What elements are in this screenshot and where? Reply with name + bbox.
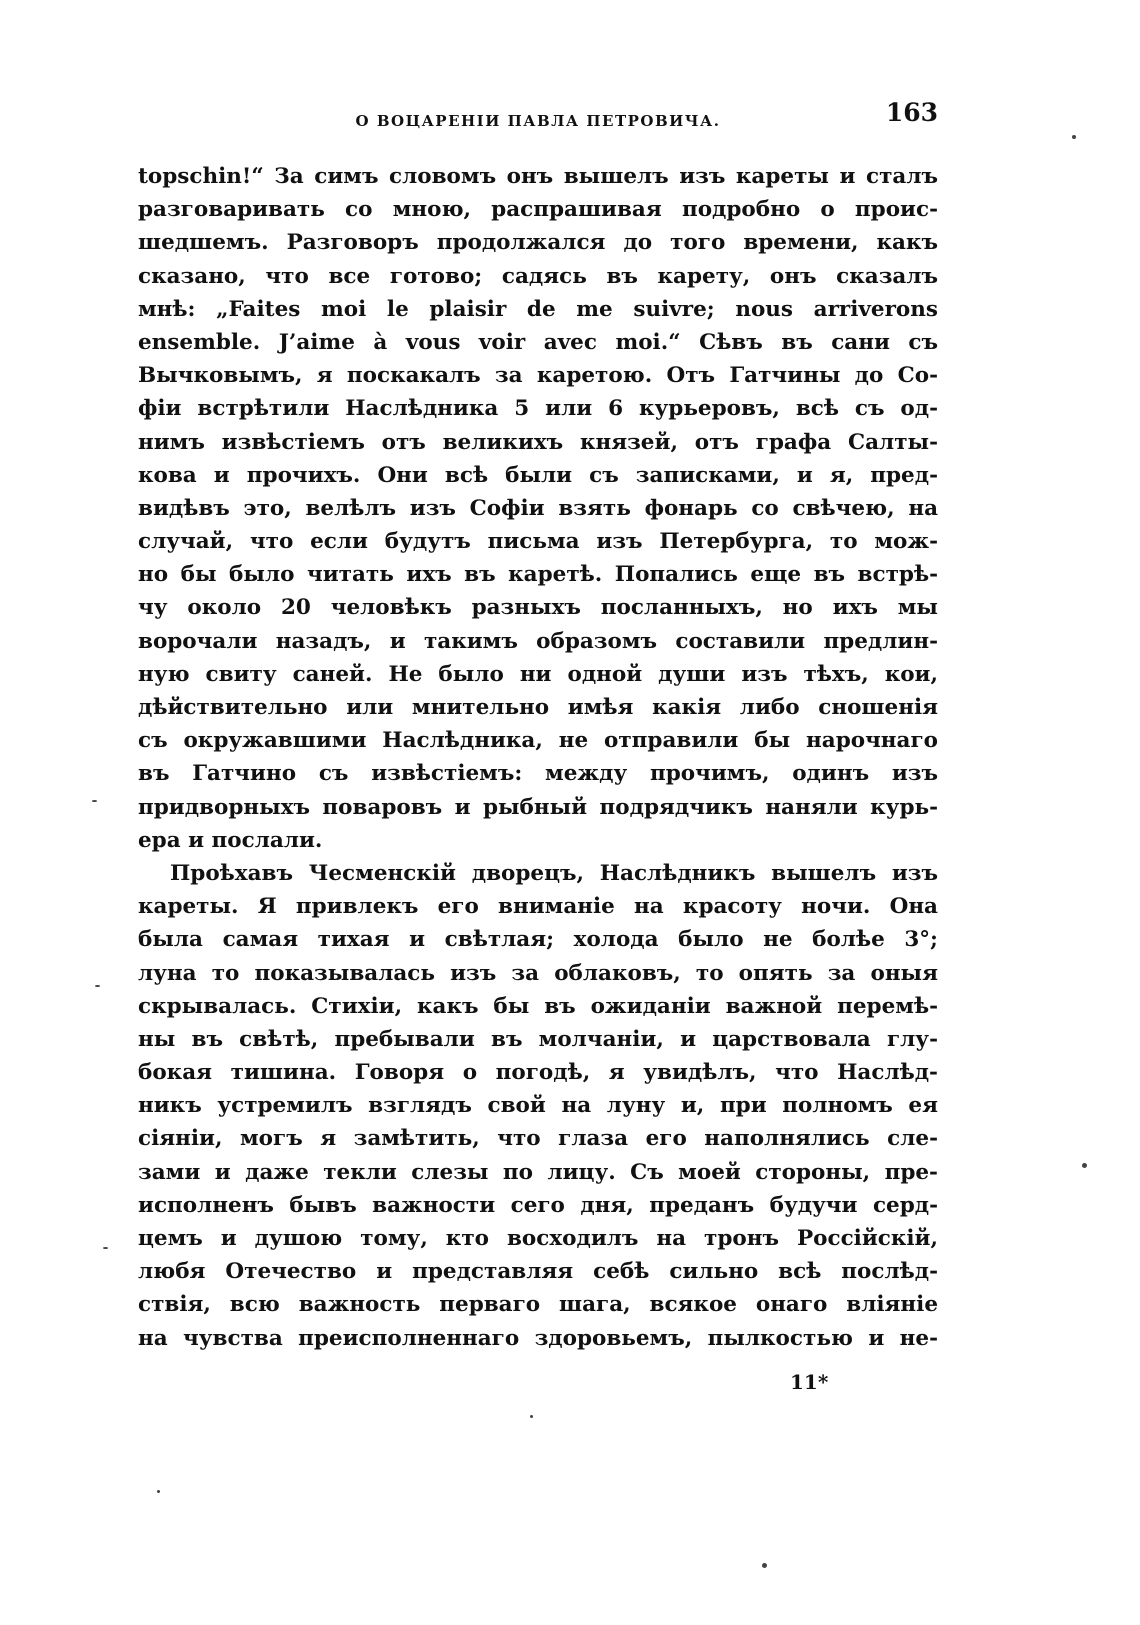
text-line: исполненъ бывъ важности сего дня, преданъ будучи серд- [138, 1192, 938, 1218]
scan-speck [95, 985, 100, 987]
text-line: кареты. Я привлекъ его вниманіе на красоту ночи. Она [138, 894, 938, 920]
text-line: фіи встрѣтили Наслѣдника 5 или 6 курьеровъ, всѣ съ од- [138, 396, 938, 422]
text-line: зами и даже текли слезы по лицу. Съ моей стороны, пре- [138, 1159, 938, 1185]
text-line: ную свиту саней. Не было ни одной души изъ тѣхъ, кои, [138, 661, 938, 687]
scan-speck [103, 1247, 108, 1249]
text-line: на чувства преисполненнаго здоровьемъ, пылкостью и не- [138, 1325, 938, 1351]
text-line: дѣйствительно или мнительно имѣя какія либо сношенія [138, 695, 938, 720]
text-line: нимъ извѣстіемъ отъ великихъ князей, отъ графа Салты- [138, 429, 938, 455]
text-line: topschin!“ За симъ словомъ онъ вышелъ изъ кареты и сталъ [138, 164, 938, 189]
text-line: шедшемъ. Разговоръ продолжался до того времени, какъ [138, 230, 938, 256]
text-line: видѣвъ это, велѣлъ изъ Софіи взять фонарь со свѣчею, на [138, 495, 938, 521]
text-line: мнѣ: „Faites moi le plaisir de me suivre; nous arriverons [138, 296, 938, 322]
scan-speck [530, 1415, 533, 1418]
text-line: но бы было читать ихъ въ каретѣ. Попались еще въ встрѣ- [138, 562, 938, 588]
text-line: была самая тихая и свѣтлая; холода было не болѣе 3°; [138, 927, 938, 953]
text-line: кова и прочихъ. Они всѣ были съ записками, и я, пред- [138, 462, 938, 488]
text-line: въ Гатчино съ извѣстіемъ: между прочимъ, одинъ изъ [138, 761, 938, 787]
scan-speck [1082, 1163, 1087, 1168]
text-line: ворочали назадъ, и такимъ образомъ составили предлин- [138, 628, 938, 654]
text-line: чу около 20 человѣкъ разныхъ посланныхъ, но ихъ мы [138, 595, 938, 621]
text-line: разговаривать со мною, распрашивая подробно о проис- [138, 197, 938, 223]
text-line: сіяніи, могъ я замѣтить, что глаза его наполнялись сле- [138, 1126, 938, 1152]
page-number: 163 [885, 98, 938, 127]
running-title: О ВОЦАРЕНІИ ПАВЛА ПЕТРОВИЧА. [355, 112, 721, 130]
text-line: случай, что если будутъ письма изъ Петербурга, то мож- [138, 529, 938, 555]
text-line: ensemble. J’aime à vous voir avec moi.“ Сѣвъ въ сани съ [138, 329, 938, 355]
signature-mark: 11* [790, 1370, 829, 1394]
scan-speck [157, 1490, 160, 1493]
text-line: съ окружавшими Наслѣдника, не отправили бы нарочнаго [138, 728, 938, 754]
scan-speck [92, 800, 97, 802]
text-line: цемъ и душою тому, кто восходилъ на тронъ Россійскій, [138, 1226, 938, 1251]
text-line: сказано, что все готово; садясь въ карету, онъ сказалъ [138, 263, 938, 289]
text-line: ны въ свѣтѣ, пребывали въ молчаніи, и царствовала глу- [138, 1026, 938, 1052]
text-line: луна то показывалась изъ за облаковъ, то опять за оныя [138, 960, 938, 986]
text-line: никъ устремилъ взглядъ свой на луну и, при полномъ ея [138, 1093, 938, 1119]
scan-speck [1072, 135, 1076, 139]
scan-speck [762, 1563, 767, 1568]
running-head [138, 98, 938, 138]
text-line: бокая тишина. Говоря о погодѣ, я увидѣлъ, что Наслѣд- [138, 1060, 938, 1086]
text-line: скрывалась. Стихіи, какъ бы въ ожиданіи важной перемѣ- [138, 993, 938, 1019]
text-line: придворныхъ поваровъ и рыбный подрядчикъ наняли курь- [138, 794, 938, 820]
text-line: ера и послали. [138, 827, 323, 853]
body-text [138, 160, 938, 1355]
text-line: любя Отечество и представляя себѣ сильно всѣ послѣд- [138, 1259, 938, 1285]
text-line: ствія, всю важность перваго шага, всякое онаго вліяніе [138, 1292, 938, 1318]
paragraph-start-line: Проѣхавъ Чесменскій дворецъ, Наслѣдникъ вышелъ изъ [170, 860, 938, 886]
text-line: Вычковымъ, я поскакалъ за каретою. Отъ Гатчины до Со- [138, 363, 938, 389]
